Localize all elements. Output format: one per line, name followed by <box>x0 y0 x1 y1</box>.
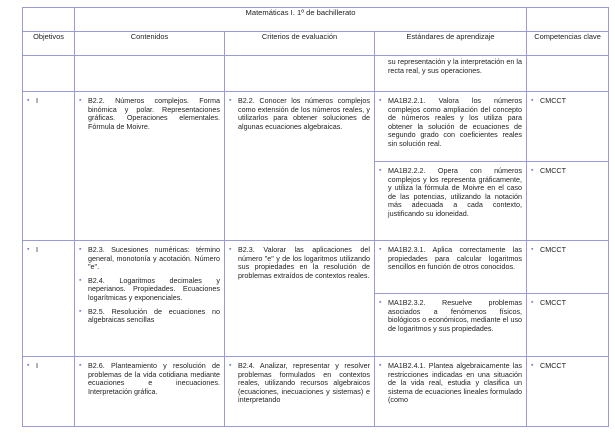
bullet-icon: ▪ <box>531 362 534 369</box>
criterio-text: B2.3. Valorar las aplicaciones del número "e" y de los logaritmos utilizando sus propiedades en la resolución de problemas extraídos de contextos reales. <box>238 245 370 280</box>
competencia-cell <box>527 241 609 294</box>
bullet-icon: ▪ <box>531 299 534 306</box>
header-contenidos: Contenidos <box>75 32 225 56</box>
objetivo-cell <box>23 56 75 92</box>
table-row <box>23 241 609 294</box>
bullet-icon: ▪ <box>79 246 82 253</box>
title-spacer-cell <box>23 8 75 32</box>
contenido-text: B2.3. Sucesiones numéricas: término general, monotonía y acotación. Número "e". <box>88 245 220 272</box>
bullet-icon: ▪ <box>379 362 382 369</box>
estandar-text: MA1B2.2.1. Valora los números complejos como ampliación del concepto de números reales y los utiliza para obtener la solución de ecuaciones de segundo grado con coeficientes reales sin solución real. <box>388 96 523 148</box>
estandar-text: MA1B2.3.2. Resuelve problemas asociados a fenómenos físicos, biológicos o económicos, mediante el uso de logaritmos y sus propiedades. <box>388 298 523 333</box>
criterio-cell <box>225 357 375 427</box>
estandar-cell <box>375 92 527 162</box>
bullet-icon: ▪ <box>79 307 82 315</box>
bullet-icon: ▪ <box>379 246 382 253</box>
criterio-text: B2.4. Analizar, representar y resolver problemas formulados en contextos reales, utilizando recursos algebraicos (ecuaciones, inecuaciones y sistemas) e interpretando <box>238 361 370 405</box>
bullet-icon: ▪ <box>229 246 232 253</box>
continuation-row <box>23 56 609 92</box>
competencia-cell <box>527 56 609 92</box>
contenidos-cell <box>75 241 225 357</box>
header-row <box>23 32 609 56</box>
estandar-cell <box>375 162 527 241</box>
bullet-icon: ▪ <box>379 97 382 104</box>
curriculum-table <box>22 7 609 427</box>
competencia-text: CMCCT <box>540 96 566 105</box>
header-estandares: Estándares de aprendizaje <box>375 32 527 56</box>
objetivo-text: I <box>36 96 38 105</box>
contenido-text: B2.5. Resolución de ecuaciones no algebraicas sencillas <box>88 306 220 325</box>
bullet-icon: ▪ <box>79 97 82 104</box>
objetivo-text: I <box>36 361 38 370</box>
criterio-text: B2.2. Conocer los números complejos como extensión de los números reales, y utilizarlos para obtener soluciones de algunas ecuaciones algebraicas. <box>238 96 370 131</box>
title-row <box>23 8 609 32</box>
competencia-cell <box>527 357 609 427</box>
contenidos-cell <box>75 56 225 92</box>
bullet-icon: ▪ <box>79 362 82 369</box>
competencia-text: CMCCT <box>540 298 566 307</box>
bullet-icon: ▪ <box>27 362 30 369</box>
table-title: Matemáticas I. 1º de bachillerato <box>75 8 527 32</box>
header-competencias: Competencias clave <box>527 32 609 56</box>
header-criterios: Criterios de evaluación <box>225 32 375 56</box>
criterio-cell <box>225 241 375 357</box>
contenidos-cell <box>75 92 225 241</box>
contenido-text: B2.6. Planteamiento y resolución de problemas de la vida cotidiana mediante ecuaciones e inecuaciones. Interpretación gráfica. <box>88 361 220 396</box>
header-objetivos: Objetivos <box>23 32 75 56</box>
objetivo-cell <box>23 357 75 427</box>
bullet-icon: ▪ <box>229 362 232 369</box>
bullet-icon: ▪ <box>379 299 382 306</box>
bullet-icon: ▪ <box>229 97 232 104</box>
bullet-icon: ▪ <box>27 97 30 104</box>
continuation-text: su representación y la interpretación en la recta real, y sus operaciones. <box>388 57 523 75</box>
contenidos-cell <box>75 357 225 427</box>
competencia-text: CMCCT <box>540 166 566 175</box>
title-spacer-cell <box>527 8 609 32</box>
competencia-cell <box>527 294 609 357</box>
competencia-text: CMCCT <box>540 361 566 370</box>
competencia-cell <box>527 92 609 162</box>
estandar-cell <box>375 241 527 294</box>
estandar-cell <box>375 357 527 427</box>
objetivo-cell <box>23 241 75 357</box>
bullet-icon: ▪ <box>531 97 534 104</box>
estandar-cell <box>375 56 527 92</box>
criterio-cell <box>225 92 375 241</box>
competencia-text: CMCCT <box>540 245 566 254</box>
bullet-icon: ▪ <box>27 246 30 253</box>
bullet-icon: ▪ <box>79 276 82 284</box>
objetivo-text: I <box>36 245 38 254</box>
bullet-icon: ▪ <box>531 246 534 253</box>
table-row <box>23 92 609 162</box>
estandar-text: MA1B2.3.1. Aplica correctamente las propiedades para calcular logaritmos sencillos en función de otros conocidos. <box>388 245 523 272</box>
criterio-cell <box>225 56 375 92</box>
table-row <box>23 357 609 427</box>
contenido-text: B2.4. Logaritmos decimales y neperianos. Propiedades. Ecuaciones logarítmicas y exponenciales. <box>88 275 220 302</box>
bullet-icon: ▪ <box>379 167 382 174</box>
estandar-cell <box>375 294 527 357</box>
contenido-text: B2.2. Números complejos. Forma binómica y polar. Representaciones gráficas. Operaciones elementales. Fórmula de Moivre. <box>88 96 220 131</box>
estandar-text: MA1B2.2.2. Opera con números complejos y los representa gráficamente, y utiliza la fórmula de Moivre en el caso de las potencias, utilizando la notación más adecuada a cada contexto, justificando su idoneidad. <box>388 166 523 218</box>
estandar-text: MA1B2.4.1. Plantea algebraicamente las restricciones indicadas en una situación de la vida real, estudia y clasifica un sistema de ecuaciones lineales formulado (como <box>388 361 523 405</box>
bullet-icon: ▪ <box>531 167 534 174</box>
objetivo-cell <box>23 92 75 241</box>
competencia-cell <box>527 162 609 241</box>
